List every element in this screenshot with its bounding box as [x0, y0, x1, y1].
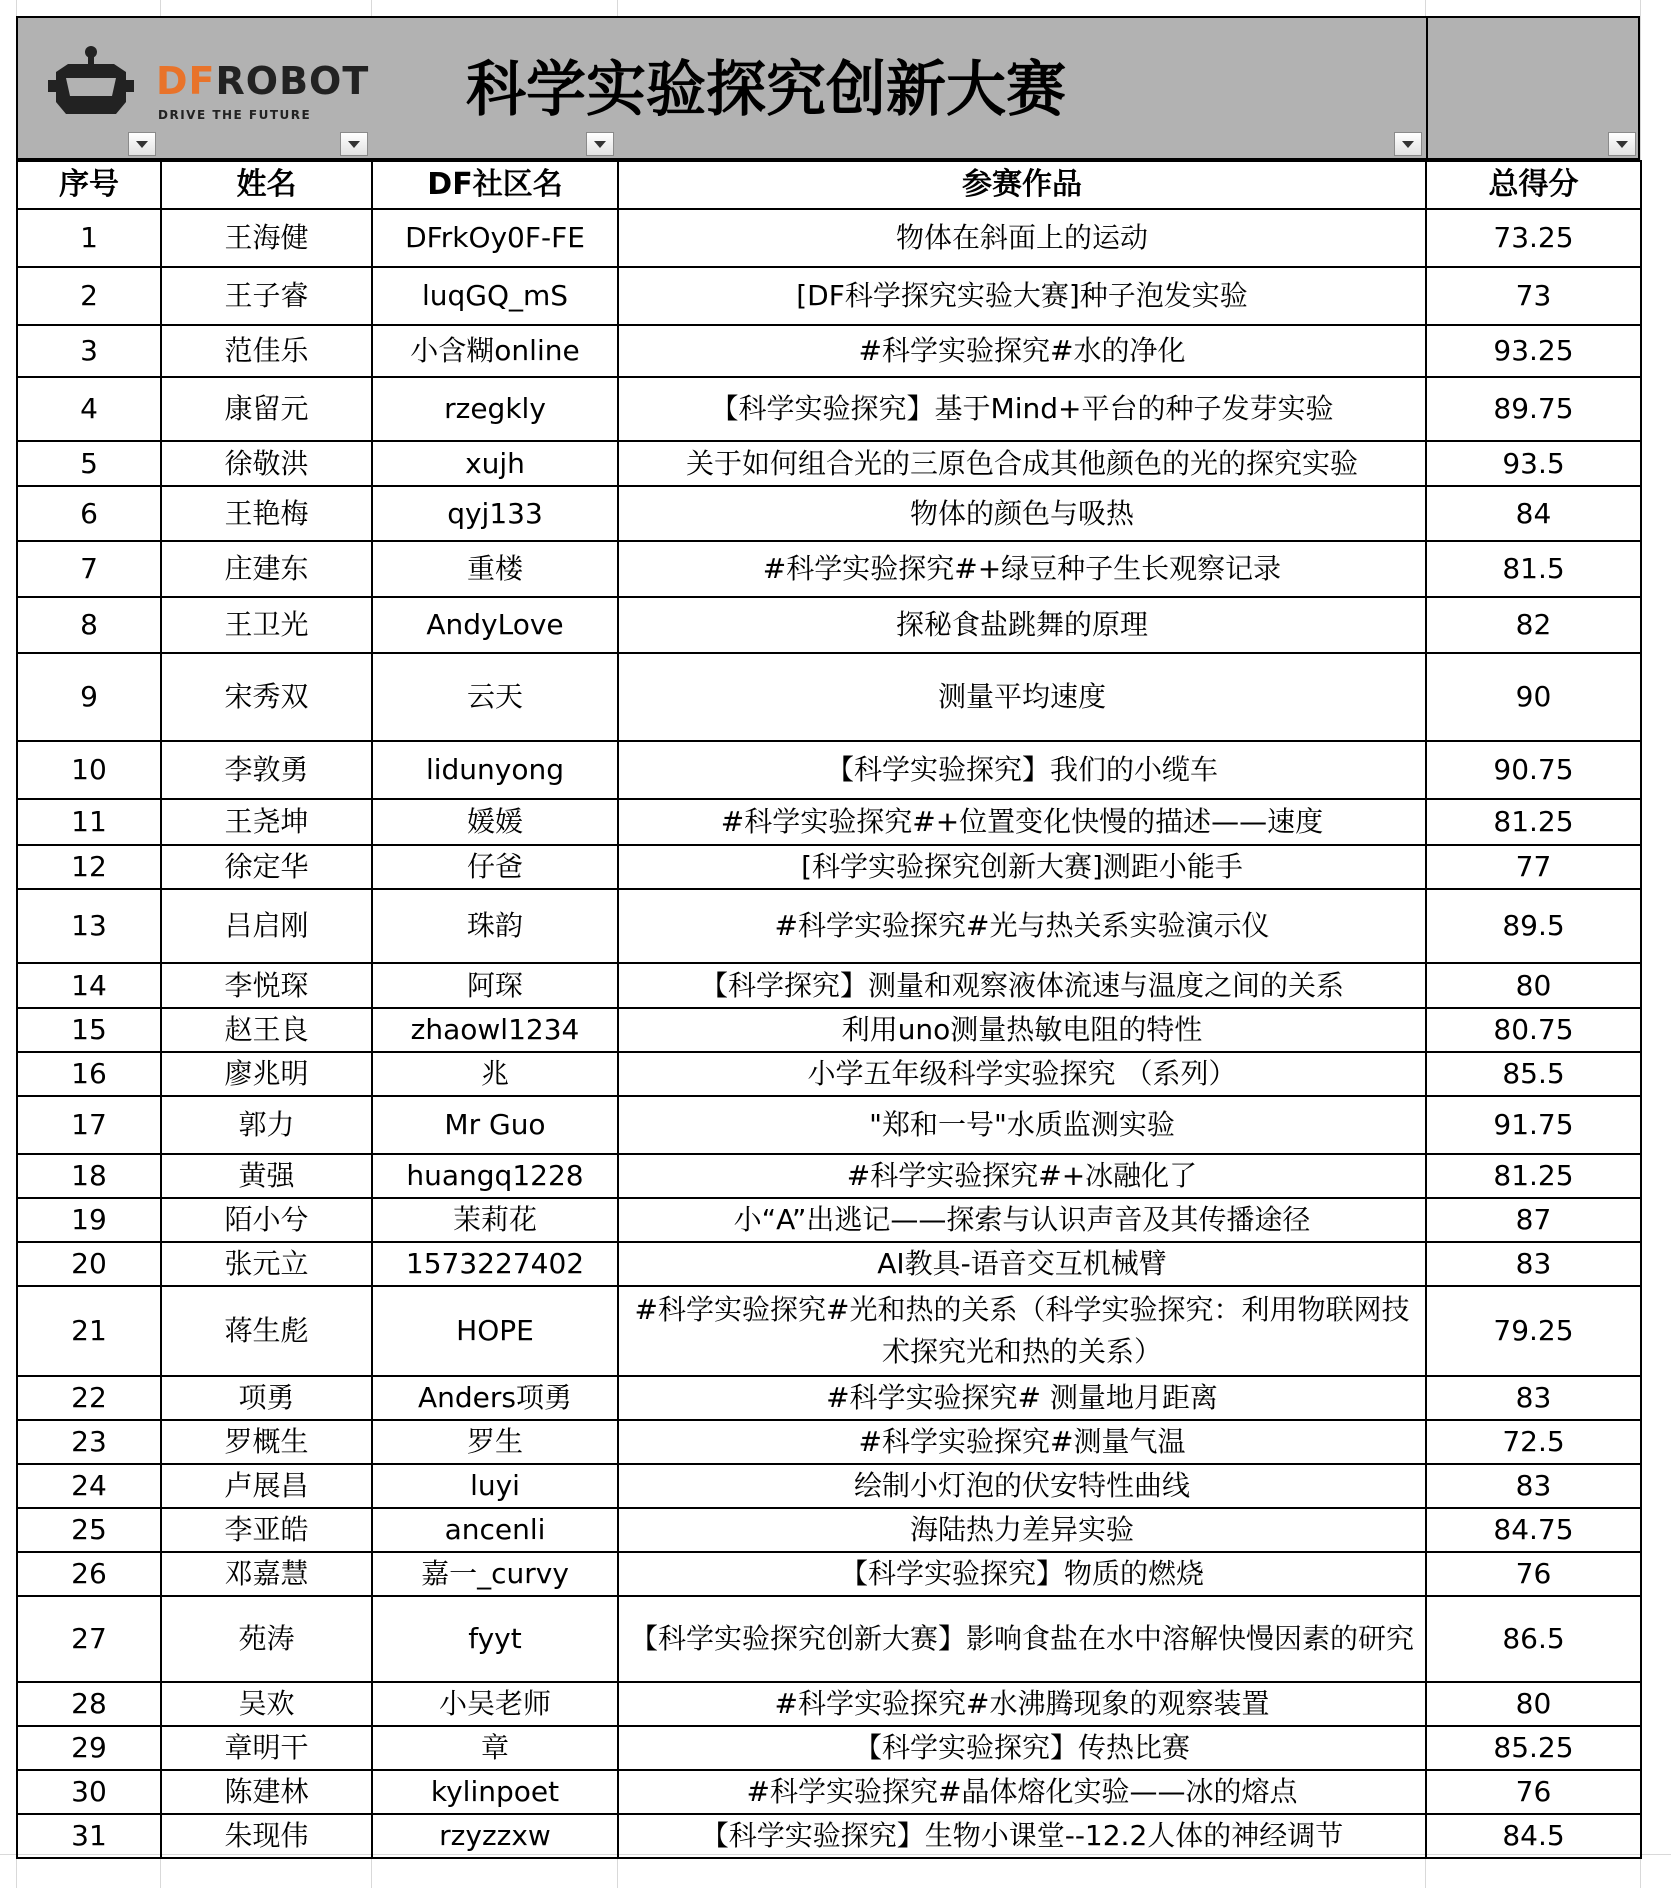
cell-name[interactable]: 苑涛: [161, 1596, 372, 1682]
cell-work[interactable]: 【科学实验探究】物质的燃烧: [618, 1552, 1426, 1596]
cell-seq[interactable]: 3: [17, 325, 161, 377]
cell-seq[interactable]: 29: [17, 1726, 161, 1770]
table-row: [17, 1682, 1641, 1726]
cell-work[interactable]: 关于如何组合光的三原色合成其他颜色的光的探究实验: [618, 441, 1426, 486]
cell-seq[interactable]: 23: [17, 1420, 161, 1464]
header-cell-score[interactable]: 总得分: [1426, 161, 1641, 209]
cell-score[interactable]: 81.5: [1426, 541, 1641, 597]
cell-seq[interactable]: 30: [17, 1770, 161, 1814]
cell-community[interactable]: 章: [372, 1726, 618, 1770]
filter-dropdown-button-community[interactable]: [586, 132, 614, 156]
logo-df-text: DF: [156, 59, 216, 103]
cell-work[interactable]: #科学实验探究# 测量地月距离: [618, 1376, 1426, 1420]
cell-work[interactable]: #科学实验探究#+位置变化快慢的描述——速度: [618, 799, 1426, 845]
cell-work[interactable]: #科学实验探究#+冰融化了: [618, 1154, 1426, 1198]
table-row: [17, 441, 1641, 486]
table-row: [17, 1096, 1641, 1154]
cell-work[interactable]: 小“A”出逃记——探索与认识声音及其传播途径: [618, 1198, 1426, 1242]
cell-work[interactable]: 【科学实验探究创新大赛】影响食盐在水中溶解快慢因素的研究: [618, 1596, 1426, 1682]
cell-name[interactable]: 吕启刚: [161, 889, 372, 963]
results-table: [16, 160, 1642, 1859]
cell-work[interactable]: "郑和一号"水质监测实验: [618, 1096, 1426, 1154]
cell-community[interactable]: DFrkOy0F-FE: [372, 209, 618, 267]
cell-community[interactable]: 嘉一_curvy: [372, 1552, 618, 1596]
filter-dropdown-button-seq[interactable]: [128, 132, 156, 156]
cell-score[interactable]: 87: [1426, 1198, 1641, 1242]
cell-name[interactable]: 王子睿: [161, 267, 372, 325]
cell-score[interactable]: 84: [1426, 486, 1641, 541]
cell-score[interactable]: 83: [1426, 1464, 1641, 1508]
cell-seq[interactable]: 7: [17, 541, 161, 597]
cell-seq[interactable]: 24: [17, 1464, 161, 1508]
cell-community[interactable]: zhaowl1234: [372, 1008, 618, 1052]
cell-score[interactable]: 72.5: [1426, 1420, 1641, 1464]
cell-community[interactable]: 阿琛: [372, 963, 618, 1008]
cell-community[interactable]: 1573227402: [372, 1242, 618, 1286]
cell-score[interactable]: 84.75: [1426, 1508, 1641, 1552]
cell-seq[interactable]: 27: [17, 1596, 161, 1682]
cell-community[interactable]: rzegkly: [372, 377, 618, 441]
cell-community[interactable]: 罗生: [372, 1420, 618, 1464]
cell-score[interactable]: 76: [1426, 1552, 1641, 1596]
dropdown-arrow-icon: [136, 141, 148, 148]
cell-name[interactable]: 李敦勇: [161, 741, 372, 799]
table-row: [17, 845, 1641, 889]
cell-score[interactable]: 80: [1426, 963, 1641, 1008]
cell-name[interactable]: 朱现伟: [161, 1814, 372, 1858]
header-row: [17, 161, 1641, 209]
cell-work[interactable]: 【科学探究】测量和观察液体流速与温度之间的关系: [618, 963, 1426, 1008]
cell-name[interactable]: 郭力: [161, 1096, 372, 1154]
table-row: [17, 741, 1641, 799]
table-row: [17, 889, 1641, 963]
header-cell-work[interactable]: 参赛作品: [618, 161, 1426, 209]
cell-seq[interactable]: 28: [17, 1682, 161, 1726]
cell-community[interactable]: xujh: [372, 441, 618, 486]
cell-seq[interactable]: 14: [17, 963, 161, 1008]
cell-score[interactable]: 90.75: [1426, 741, 1641, 799]
cell-community[interactable]: AndyLove: [372, 597, 618, 653]
cell-work[interactable]: 【科学实验探究】生物小课堂--12.2人体的神经调节: [618, 1814, 1426, 1858]
cell-score[interactable]: 83: [1426, 1376, 1641, 1420]
cell-seq[interactable]: 26: [17, 1552, 161, 1596]
cell-work[interactable]: [科学实验探究创新大赛]测距小能手: [618, 845, 1426, 889]
cell-score[interactable]: 73: [1426, 267, 1641, 325]
cell-name[interactable]: 李亚皓: [161, 1508, 372, 1552]
cell-name[interactable]: 陌小兮: [161, 1198, 372, 1242]
table-row: [17, 267, 1641, 325]
cell-name[interactable]: 蒋生彪: [161, 1286, 372, 1376]
cell-name[interactable]: 邓嘉慧: [161, 1552, 372, 1596]
dropdown-arrow-icon: [348, 141, 360, 148]
cell-community[interactable]: fyyt: [372, 1596, 618, 1682]
cell-score[interactable]: 85.5: [1426, 1052, 1641, 1096]
cell-work[interactable]: #科学实验探究#+绿豆种子生长观察记录: [618, 541, 1426, 597]
cell-seq[interactable]: 22: [17, 1376, 161, 1420]
cell-work[interactable]: #科学实验探究#光与热关系实验演示仪: [618, 889, 1426, 963]
cell-name[interactable]: 宋秀双: [161, 653, 372, 741]
cell-community[interactable]: ancenli: [372, 1508, 618, 1552]
table-row: [17, 541, 1641, 597]
cell-name[interactable]: 徐定华: [161, 845, 372, 889]
cell-seq[interactable]: 6: [17, 486, 161, 541]
table-body: [17, 209, 1641, 1858]
cell-community[interactable]: 仔爸: [372, 845, 618, 889]
cell-community[interactable]: 重楼: [372, 541, 618, 597]
cell-score[interactable]: 80.75: [1426, 1008, 1641, 1052]
cell-seq[interactable]: 21: [17, 1286, 161, 1376]
table-row: [17, 1008, 1641, 1052]
cell-community[interactable]: luyi: [372, 1464, 618, 1508]
cell-score[interactable]: 76: [1426, 1770, 1641, 1814]
cell-community[interactable]: 媛媛: [372, 799, 618, 845]
cell-score[interactable]: 93.25: [1426, 325, 1641, 377]
banner-column-divider: [1426, 18, 1428, 158]
cell-seq[interactable]: 5: [17, 441, 161, 486]
cell-community[interactable]: 茉莉花: [372, 1198, 618, 1242]
cell-work[interactable]: #科学实验探究#水沸腾现象的观察装置: [618, 1682, 1426, 1726]
cell-community[interactable]: kylinpoet: [372, 1770, 618, 1814]
table-row: [17, 1770, 1641, 1814]
cell-community[interactable]: luqGQ_mS: [372, 267, 618, 325]
cell-work[interactable]: #科学实验探究#水的净化: [618, 325, 1426, 377]
cell-score[interactable]: 93.5: [1426, 441, 1641, 486]
cell-seq[interactable]: 1: [17, 209, 161, 267]
cell-seq[interactable]: 2: [17, 267, 161, 325]
cell-work[interactable]: 利用uno测量热敏电阻的特性: [618, 1008, 1426, 1052]
cell-score[interactable]: 73.25: [1426, 209, 1641, 267]
table-row: [17, 597, 1641, 653]
cell-score[interactable]: 81.25: [1426, 799, 1641, 845]
cell-seq[interactable]: 10: [17, 741, 161, 799]
cell-work[interactable]: 绘制小灯泡的伏安特性曲线: [618, 1464, 1426, 1508]
cell-score[interactable]: 79.25: [1426, 1286, 1641, 1376]
cell-name[interactable]: 章明干: [161, 1726, 372, 1770]
dropdown-arrow-icon: [1616, 141, 1628, 148]
table-row: [17, 963, 1641, 1008]
cell-score[interactable]: 80: [1426, 1682, 1641, 1726]
cell-work[interactable]: 物体在斜面上的运动: [618, 209, 1426, 267]
cell-work[interactable]: 测量平均速度: [618, 653, 1426, 741]
cell-seq[interactable]: 13: [17, 889, 161, 963]
table-row: [17, 1508, 1641, 1552]
cell-name[interactable]: 陈建林: [161, 1770, 372, 1814]
cell-score[interactable]: 90: [1426, 653, 1641, 741]
table-row: [17, 1420, 1641, 1464]
cell-seq[interactable]: 8: [17, 597, 161, 653]
cell-community[interactable]: Mr Guo: [372, 1096, 618, 1154]
logo-tagline: DRIVE THE FUTURE: [158, 108, 312, 122]
cell-work[interactable]: AI教具-语音交互机械臂: [618, 1242, 1426, 1286]
cell-work[interactable]: 【科学实验探究】我们的小缆车: [618, 741, 1426, 799]
cell-name[interactable]: 康留元: [161, 377, 372, 441]
cell-community[interactable]: rzyzzxw: [372, 1814, 618, 1858]
cell-name[interactable]: 庄建东: [161, 541, 372, 597]
cell-work[interactable]: #科学实验探究#测量气温: [618, 1420, 1426, 1464]
cell-seq[interactable]: 20: [17, 1242, 161, 1286]
table-row: [17, 799, 1641, 845]
filter-dropdown-button-score[interactable]: [1608, 132, 1636, 156]
header-cell-community[interactable]: DF社区名: [372, 161, 618, 209]
cell-score[interactable]: 91.75: [1426, 1096, 1641, 1154]
table-row: [17, 1726, 1641, 1770]
cell-work[interactable]: [DF科学探究实验大赛]种子泡发实验: [618, 267, 1426, 325]
cell-seq[interactable]: 17: [17, 1096, 161, 1154]
cell-work[interactable]: #科学实验探究#晶体熔化实验——冰的熔点: [618, 1770, 1426, 1814]
cell-score[interactable]: 89.75: [1426, 377, 1641, 441]
table-row: [17, 209, 1641, 267]
header-cell-name[interactable]: 姓名: [161, 161, 372, 209]
cell-work[interactable]: 物体的颜色与吸热: [618, 486, 1426, 541]
table-row: [17, 377, 1641, 441]
table-row: [17, 1154, 1641, 1198]
cell-seq[interactable]: 12: [17, 845, 161, 889]
header-cell-seq[interactable]: 序号: [17, 161, 161, 209]
cell-score[interactable]: 77: [1426, 845, 1641, 889]
cell-work[interactable]: 【科学实验探究】基于Mind+平台的种子发芽实验: [618, 377, 1426, 441]
cell-community[interactable]: qyj133: [372, 486, 618, 541]
cell-name[interactable]: 范佳乐: [161, 325, 372, 377]
cell-work[interactable]: 海陆热力差异实验: [618, 1508, 1426, 1552]
cell-name[interactable]: 卢展昌: [161, 1464, 372, 1508]
cell-community[interactable]: huangq1228: [372, 1154, 618, 1198]
cell-community[interactable]: 珠韵: [372, 889, 618, 963]
cell-community[interactable]: Anders项勇: [372, 1376, 618, 1420]
cell-seq[interactable]: 16: [17, 1052, 161, 1096]
table-row: [17, 486, 1641, 541]
cell-seq[interactable]: 19: [17, 1198, 161, 1242]
cell-name[interactable]: 项勇: [161, 1376, 372, 1420]
table-row: [17, 1242, 1641, 1286]
cell-score[interactable]: 85.25: [1426, 1726, 1641, 1770]
cell-work[interactable]: 探秘食盐跳舞的原理: [618, 597, 1426, 653]
cell-name[interactable]: 李悦琛: [161, 963, 372, 1008]
cell-name[interactable]: 王海健: [161, 209, 372, 267]
cell-score[interactable]: 86.5: [1426, 1596, 1641, 1682]
cell-work[interactable]: 小学五年级科学实验探究 （系列）: [618, 1052, 1426, 1096]
cell-name[interactable]: 徐敬洪: [161, 441, 372, 486]
cell-score[interactable]: 83: [1426, 1242, 1641, 1286]
cell-community[interactable]: lidunyong: [372, 741, 618, 799]
table-row: [17, 1552, 1641, 1596]
cell-score[interactable]: 82: [1426, 597, 1641, 653]
cell-community[interactable]: 小吴老师: [372, 1682, 618, 1726]
cell-name[interactable]: 王尧坤: [161, 799, 372, 845]
cell-community[interactable]: 兆: [372, 1052, 618, 1096]
table-row: [17, 1286, 1641, 1376]
filter-dropdown-button-name[interactable]: [340, 132, 368, 156]
logo-robot-text: ROBOT: [215, 59, 370, 103]
cell-name[interactable]: 廖兆明: [161, 1052, 372, 1096]
cell-name[interactable]: 吴欢: [161, 1682, 372, 1726]
cell-community[interactable]: 小含糊online: [372, 325, 618, 377]
table-row: [17, 325, 1641, 377]
dropdown-arrow-icon: [1402, 141, 1414, 148]
page-title: 科学实验探究创新大赛: [466, 55, 1066, 125]
cell-work[interactable]: #科学实验探究#光和热的关系（科学实验探究：利用物联网技术探究光和热的关系）: [618, 1286, 1426, 1376]
cell-seq[interactable]: 25: [17, 1508, 161, 1552]
dropdown-arrow-icon: [594, 141, 606, 148]
cell-score[interactable]: 84.5: [1426, 1814, 1641, 1858]
cell-community[interactable]: 云天: [372, 653, 618, 741]
table-row: [17, 653, 1641, 741]
cell-seq[interactable]: 9: [17, 653, 161, 741]
robot-logo-icon: [48, 44, 134, 124]
cell-name[interactable]: 张元立: [161, 1242, 372, 1286]
cell-work[interactable]: 【科学实验探究】传热比赛: [618, 1726, 1426, 1770]
table-row: [17, 1198, 1641, 1242]
cell-seq[interactable]: 15: [17, 1008, 161, 1052]
cell-name[interactable]: 罗概生: [161, 1420, 372, 1464]
table-row: [17, 1376, 1641, 1420]
cell-name[interactable]: 黄强: [161, 1154, 372, 1198]
cell-name[interactable]: 王艳梅: [161, 486, 372, 541]
table-row: [17, 1052, 1641, 1096]
table-row: [17, 1464, 1641, 1508]
table-row: [17, 1814, 1641, 1858]
cell-seq[interactable]: 18: [17, 1154, 161, 1198]
cell-seq[interactable]: 4: [17, 377, 161, 441]
dfrobot-logo: [156, 59, 370, 103]
table-row: [17, 1596, 1641, 1682]
cell-score[interactable]: 81.25: [1426, 1154, 1641, 1198]
cell-name[interactable]: 王卫光: [161, 597, 372, 653]
cell-name[interactable]: 赵王良: [161, 1008, 372, 1052]
cell-score[interactable]: 89.5: [1426, 889, 1641, 963]
cell-seq[interactable]: 31: [17, 1814, 161, 1858]
filter-dropdown-button-work[interactable]: [1394, 132, 1422, 156]
cell-seq[interactable]: 11: [17, 799, 161, 845]
title-banner: [16, 16, 1640, 160]
cell-community[interactable]: HOPE: [372, 1286, 618, 1376]
